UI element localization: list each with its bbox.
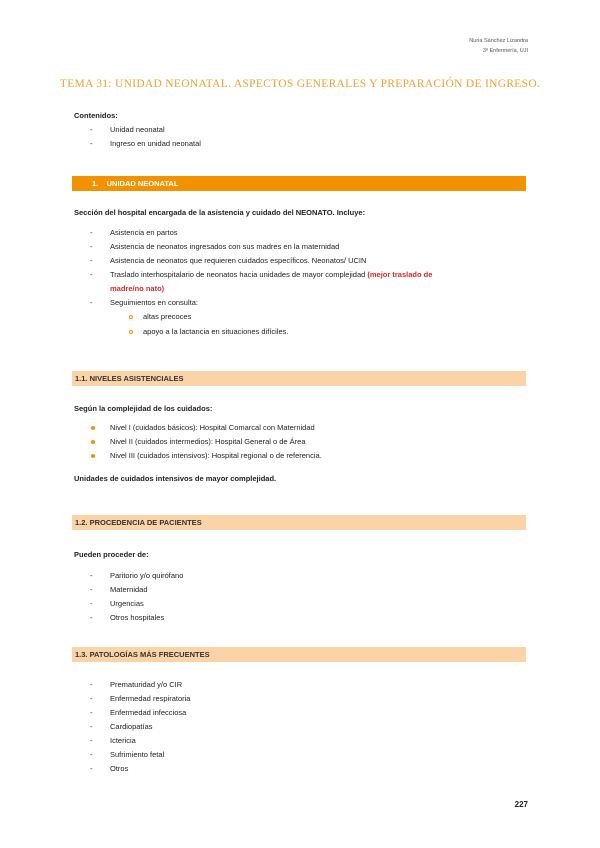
dash: - [90,708,93,717]
list-item: Asistencia de neonatos ingresados con sus madres en la maternidad [110,242,340,251]
section-1-1-note: Unidades de cuidados intensivos de mayor complejidad. [74,474,277,483]
dash: - [90,242,93,251]
list-item: Paritorio y/o quirófano [110,571,184,580]
circle-bullet-icon [129,330,133,334]
section-1-3-title: 1.3. PATOLOGÍAS MÁS FRECUENTES [75,650,210,659]
dash: - [90,613,93,622]
list-item: Ictericia [110,736,136,745]
page-number: 227 [514,800,528,809]
section-1-1-intro: Según la complejidad de los cuidados: [74,404,213,413]
contents-heading: Contenidos: [74,111,118,120]
dash: - [90,736,93,745]
contents-item: Unidad neonatal [110,125,165,134]
transfer-text: Traslado interhospitalario de neonatos hacia unidades de mayor complejidad [110,270,366,279]
level-item: Nivel I (cuidados básicos): Hospital Comarcal con Maternidad [110,423,315,432]
section-1-heading [92,179,178,188]
level-item: Nivel II (cuidados intermedios): Hospital General o de Área [110,437,306,446]
dash: - [90,599,93,608]
dash: - [90,571,93,580]
section-1-1-bar [72,371,526,386]
bullet-icon [91,454,95,458]
transfer-note-red: (mejor traslado de [367,270,433,279]
section-1-3-bar [72,647,526,662]
transfer-note-red-cont: madre/no nato) [110,284,165,293]
section-1-2-bar [72,515,526,530]
dash: - [90,125,93,134]
page-title: TEMA 31: UNIDAD NEONATAL. ASPECTOS GENERALES Y PREPARACIÓN DE INGRESO. [59,78,541,90]
level-item: Nivel III (cuidados intensivos): Hospital regional o de referencia. [110,451,322,460]
bullet-icon [91,426,95,430]
dash: - [90,256,93,265]
section-1-bar [72,176,526,191]
dash: - [90,750,93,759]
dash: - [90,585,93,594]
section-1-number: 1. [92,179,99,188]
section-1-intro: Sección del hospital encargada de la asistencia y cuidado del NEONATO. Incluye: [74,208,366,217]
dash: - [90,270,93,279]
dash: - [90,228,93,237]
list-item: Asistencia en partos [110,228,178,237]
list-item: Otros [110,764,129,773]
sub-list-item: apoyo a la lactancia en situaciones difíciles. [143,327,289,336]
list-item-followup: Seguimientos en consulta: [110,298,198,307]
section-1-2-intro: Pueden proceder de: [74,550,149,559]
contents-item: Ingreso en unidad neonatal [110,139,201,148]
list-item: Otros hospitales [110,613,165,622]
dash: - [90,722,93,731]
list-item: Cardiopatías [110,722,153,731]
list-item: Maternidad [110,585,148,594]
list-item: Enfermedad respiratoria [110,694,191,703]
list-item: Enfermedad infecciosa [110,708,187,717]
header-author: Nuria Sánchez Lizandra [469,38,528,44]
dash: - [90,764,93,773]
list-item-transfer [110,270,432,279]
section-1-title: UNIDAD NEONATAL [106,179,179,188]
list-item: Asistencia de neonatos que requieren cuidados específicos. Neonatos/ UCIN [110,256,367,265]
list-item: Urgencias [110,599,144,608]
section-1-1-title: 1.1. NIVELES ASISTENCIALES [75,374,184,383]
circle-bullet-icon [129,315,133,319]
list-item: Sufrimiento fetal [110,750,165,759]
header-course: 3º Enfermería, UJI [482,48,528,54]
dash: - [90,139,93,148]
dash: - [90,694,93,703]
bullet-icon [91,440,95,444]
dash: - [90,298,93,307]
section-1-2-title: 1.2. PROCEDENCIA DE PACIENTES [75,518,202,527]
dash: - [90,680,93,689]
list-item: Prematuridad y/o CIR [110,680,183,689]
sub-list-item: altas precoces [143,312,192,321]
